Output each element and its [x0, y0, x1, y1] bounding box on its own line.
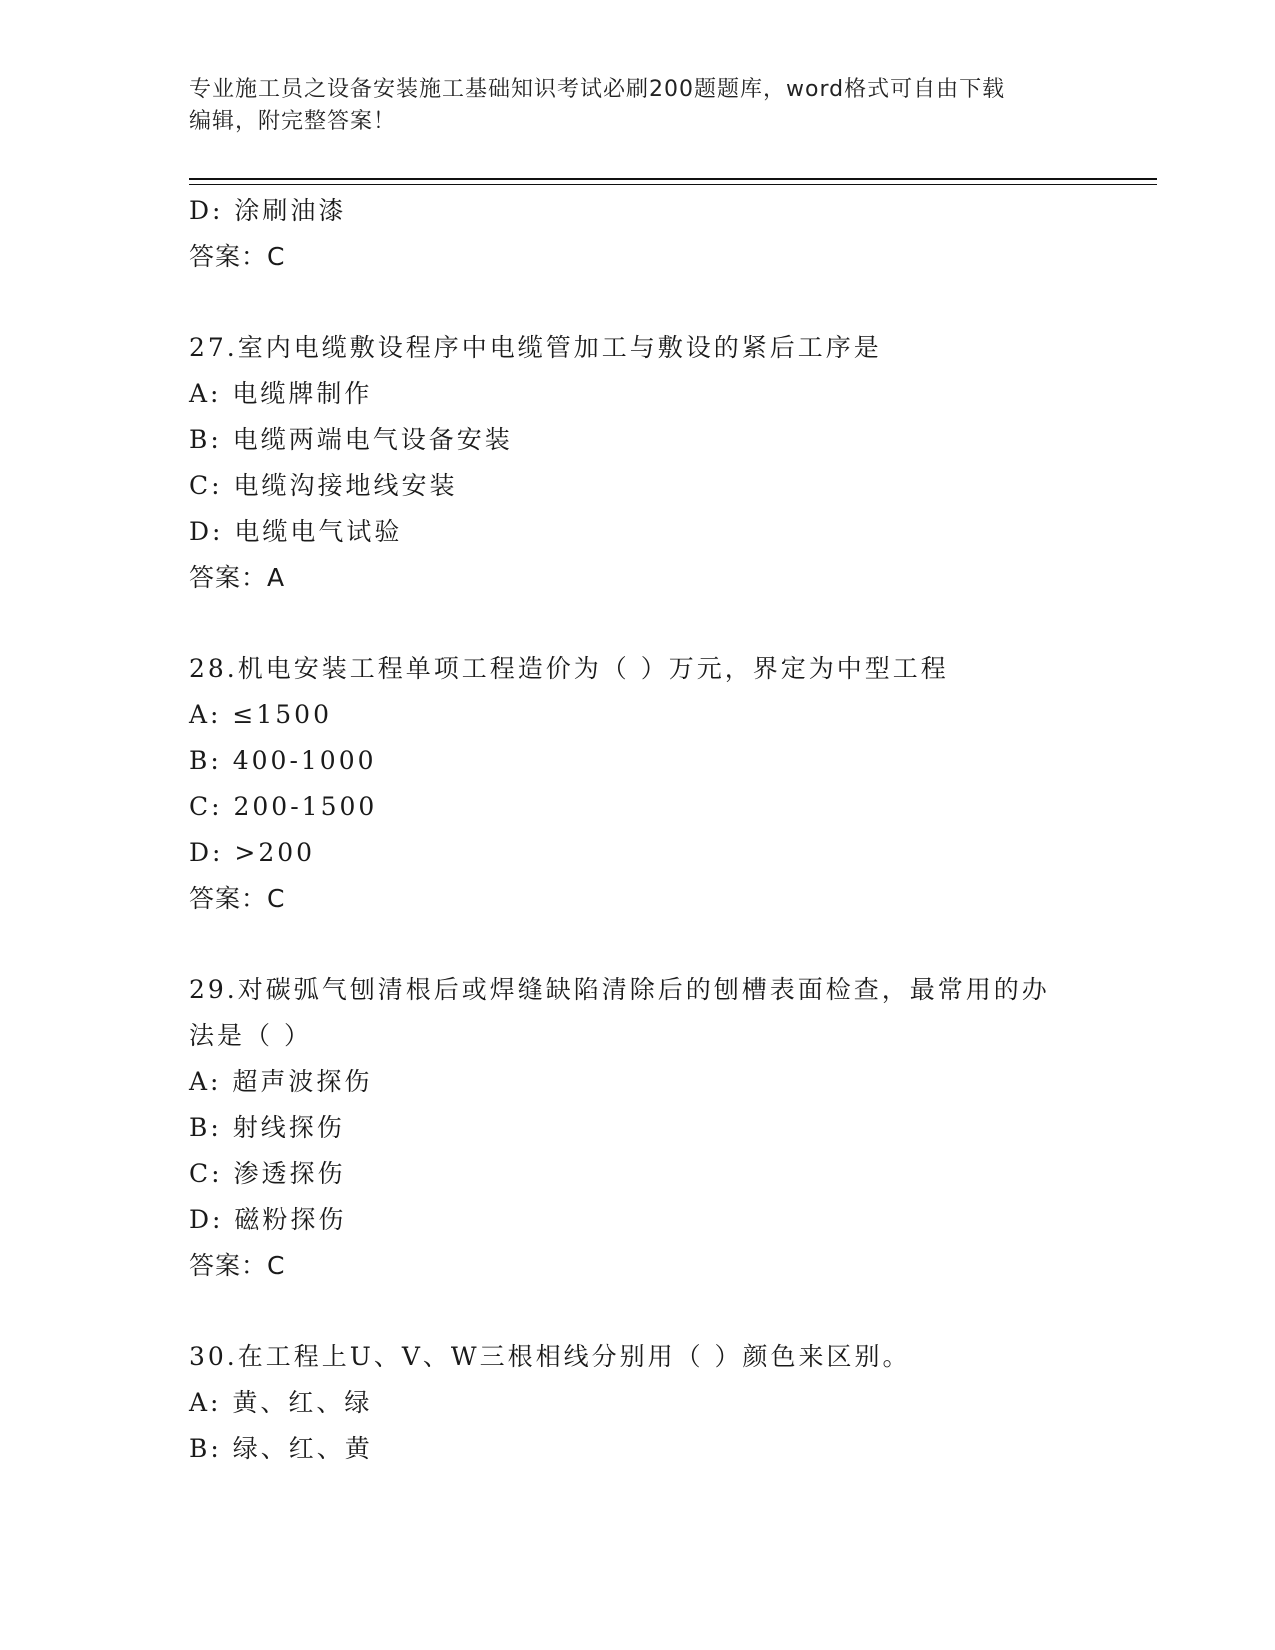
- header-divider-thick: [189, 178, 1157, 180]
- question-title-line1: 29.对碳弧气刨清根后或焊缝缺陷清除后的刨槽表面检查，最常用的办: [189, 975, 1050, 1004]
- question-27: [189, 325, 1089, 601]
- question-title: 27.室内电缆敷设程序中电缆管加工与敷设的紧后工序是: [189, 333, 882, 362]
- prev-option-d: D: 涂刷油漆: [189, 196, 347, 225]
- question-28: [189, 646, 1089, 922]
- question-29: [189, 967, 1089, 1289]
- answer: 答案：A: [189, 563, 286, 592]
- option-b: B: 射线探伤: [189, 1113, 345, 1142]
- option-c: C: 200-1500: [189, 792, 378, 821]
- option-d: D: >200: [189, 838, 316, 867]
- question-title: 28.机电安装工程单项工程造价为（ ）万元，界定为中型工程: [189, 654, 949, 683]
- header-title-line2: 编辑，附完整答案！: [189, 109, 397, 134]
- question-30: [189, 1334, 1089, 1472]
- document-header: [189, 74, 1089, 138]
- option-c: C: 电缆沟接地线安装: [189, 471, 458, 500]
- option-a: A: 黄、红、绿: [189, 1388, 373, 1417]
- answer: 答案：C: [189, 884, 286, 913]
- header-divider-thin: [189, 184, 1157, 185]
- option-a: A: 电缆牌制作: [189, 379, 373, 408]
- option-c: C: 渗透探伤: [189, 1159, 346, 1188]
- option-d: D: 磁粉探伤: [189, 1205, 347, 1234]
- option-a: A: 超声波探伤: [189, 1067, 373, 1096]
- question-list: [189, 188, 1089, 1472]
- option-b: B: 绿、红、黄: [189, 1434, 373, 1463]
- header-title-line1: 专业施工员之设备安装施工基础知识考试必刷200题题库，word格式可自由下载: [189, 77, 1006, 102]
- option-d: D: 电缆电气试验: [189, 517, 403, 546]
- prev-answer: 答案：C: [189, 242, 286, 271]
- question-title: 30.在工程上U、V、W三根相线分别用（ ）颜色来区别。: [189, 1342, 911, 1371]
- option-b: B: 电缆两端电气设备安装: [189, 425, 513, 454]
- option-b: B: 400-1000: [189, 746, 377, 775]
- answer: 答案：C: [189, 1251, 286, 1280]
- question-title-line2: 法是（ ）: [189, 1021, 312, 1050]
- option-a: A: ≤1500: [189, 700, 332, 729]
